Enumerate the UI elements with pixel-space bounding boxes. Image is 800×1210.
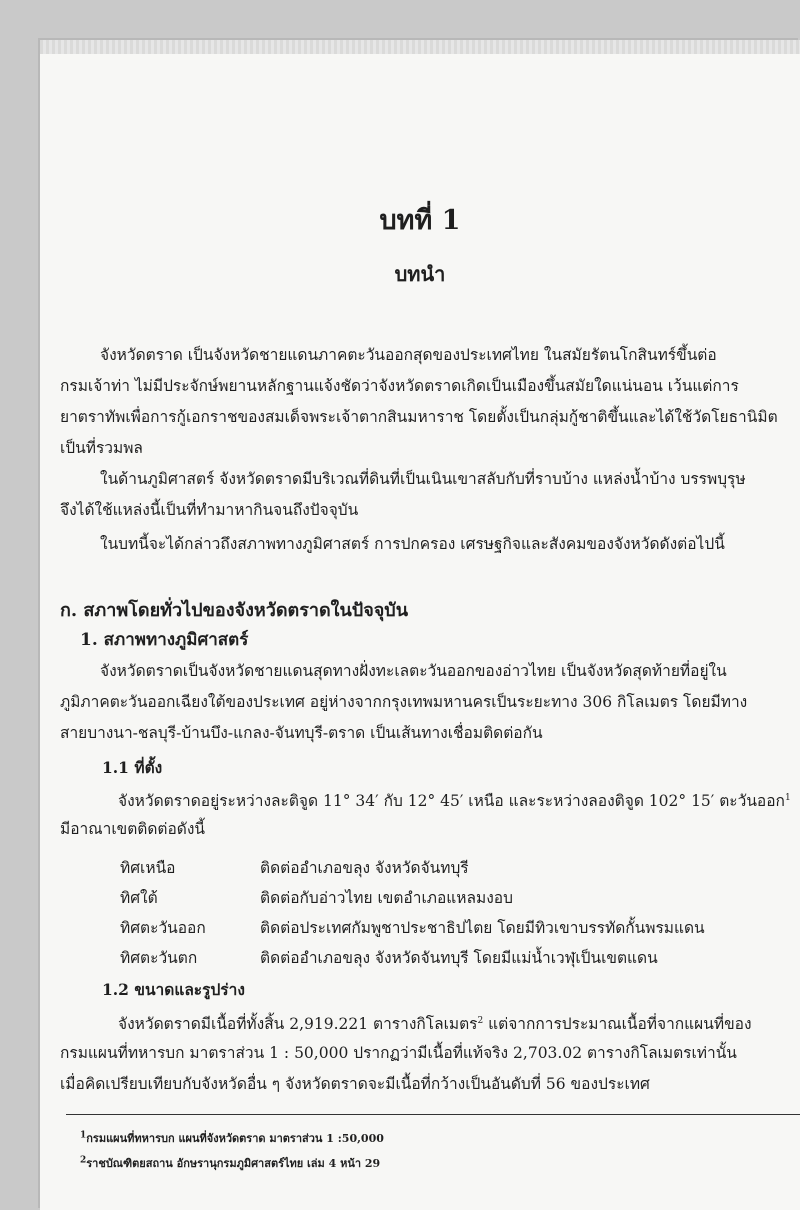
intro-p2-line2: จึงได้ใช้แหล่งนี้เป็นที่ทำมาหากินจนถึงปัจจุบัน xyxy=(60,501,359,519)
border-text-south: ติดต่อกับอ่าวไทย เขตอำเภอแหลมงอบ xyxy=(260,889,513,907)
footnote-1-text: กรมแผนที่ทหารบก แผนที่จังหวัดตราด มาตราส่วน 1 :50,000 xyxy=(86,1132,384,1145)
intro-p3: ในบทนี้จะได้กล่าวถึงสภาพทางภูมิศาสตร์ การปกครอง เศรษฐกิจและสังคมของจังหวัดดังต่อไปนี้ xyxy=(100,535,725,553)
section-1-line3: สายบางนา-ชลบุรี-บ้านบึง-แกลง-จันทบุรี-ตราด เป็นเส้นทางเชื่อมติดต่อกัน xyxy=(60,724,543,742)
size-line3: เมื่อคิดเปรียบเทียบกับจังหวัดอื่น ๆ จังหวัดตราดจะมีเนื้อที่กว้างเป็นอันดับที่ 56 ของประเทศ xyxy=(60,1075,650,1093)
intro-p1-line2: กรมเจ้าท่า ไม่มีประจักษ์พยานหลักฐานแจ้งชัดว่าจังหวัดตราดเกิดเป็นเมืองขึ้นสมัยใดแน่นอน เว้นแต่การ xyxy=(60,377,739,395)
section-1-1-heading: 1.1 ที่ตั้ง xyxy=(102,758,163,777)
size-line1-b: แต่จากการประมาณเนื้อที่จากแผนที่ของ xyxy=(483,1015,752,1034)
size-line2: กรมแผนที่ทหารบก มาตราส่วน 1 : 50,000 ปรากฏว่ามีเนื้อที่แท้จริง 2,703.02 ตารางกิโลเมตรเท่านั้น xyxy=(60,1044,737,1062)
footnote-2 xyxy=(80,1154,380,1172)
section-a-heading: ก. สภาพโดยทั่วไปของจังหวัดตราดในปัจจุบัน xyxy=(60,600,409,621)
intro-p1-line1: จังหวัดตราด เป็นจังหวัดชายแดนภาคตะวันออกสุดของประเทศไทย ในสมัยรัตนโกสินทร์ขึ้นต่อ xyxy=(100,346,717,364)
section-1-line1: จังหวัดตราดเป็นจังหวัดชายแดนสุดทางฝั่งทะเลตะวันออกของอ่าวไทย เป็นจังหวัดสุดท้ายที่อยู่ใน xyxy=(100,662,727,680)
border-text-west: ติดต่ออำเภอขลุง จังหวัดจันทบุรี โดยมีแม่น้ำเวฬุเป็นเขตแดน xyxy=(260,949,658,967)
size-line1-a: จังหวัดตราดมีเนื้อที่ทั้งสิ้น 2,919.221 ตารางกิโลเมตร xyxy=(118,1015,478,1034)
border-direction-west: ทิศตะวันตก xyxy=(120,949,198,967)
footnote-divider xyxy=(66,1114,800,1115)
document-page xyxy=(40,40,800,1210)
footnote-2-text: ราชบัณฑิตยสถาน อักษรานุกรมภูมิศาสตร์ไทย เล่ม 4 หน้า 29 xyxy=(86,1157,381,1170)
intro-p1-line4: เป็นที่รวมพล xyxy=(60,439,143,457)
footnote-ref-2: 2 xyxy=(477,1016,484,1026)
intro-p2-line1: ในด้านภูมิศาสตร์ จังหวัดตราดมีบริเวณที่ดินที่เป็นเนินเขาสลับกับที่ราบบ้าง แหล่งน้ำบ้าง บรรพบุรุษ xyxy=(100,470,746,488)
chapter-number: บทที่ 1 xyxy=(379,205,461,236)
border-direction-east: ทิศตะวันออก xyxy=(120,919,206,937)
border-text-east: ติดต่อประเทศกัมพูชาประชาธิปไตย โดยมีทิวเขาบรรทัดกั้นพรมแดน xyxy=(260,919,705,937)
location-line2: มีอาณาเขตติดต่อดังนี้ xyxy=(60,820,206,838)
border-text-north: ติดต่ออำเภอขลุง จังหวัดจันทบุรี xyxy=(260,859,469,877)
border-direction-south: ทิศใต้ xyxy=(120,889,158,907)
footnote-2-mark: 2 xyxy=(80,1155,87,1166)
location-line1 xyxy=(118,783,791,817)
size-line1 xyxy=(118,1006,752,1040)
footnote-1 xyxy=(80,1129,384,1147)
section-1-2-heading: 1.2 ขนาดและรูปร่าง xyxy=(102,980,245,999)
border-direction-north: ทิศเหนือ xyxy=(120,859,176,877)
chapter-title: บทนำ xyxy=(394,262,446,286)
section-1-heading: 1. สภาพทางภูมิศาสตร์ xyxy=(80,630,249,650)
footnote-1-mark: 1 xyxy=(80,1130,87,1141)
footnote-ref-1: 1 xyxy=(784,793,791,803)
location-line1-text: จังหวัดตราดอยู่ระหว่างละติจูด 11° 34′ กับ 12° 45′ เหนือ และระหว่างลองติจูด 102° 15′ ตะวันออก xyxy=(118,792,785,811)
intro-p1-line3: ยาตราทัพเพื่อการกู้เอกราชของสมเด็จพระเจ้าตากสินมหาราช โดยตั้งเป็นกลุ่มกู้ชาติขึ้นและได้ใช้วัดโยธานิมิต xyxy=(60,408,778,426)
section-1-line2: ภูมิภาคตะวันออกเฉียงใต้ของประเทศ อยู่ห่างจากกรุงเทพมหานครเป็นระยะทาง 306 กิโลเมตร โดยมีทาง xyxy=(60,693,748,711)
